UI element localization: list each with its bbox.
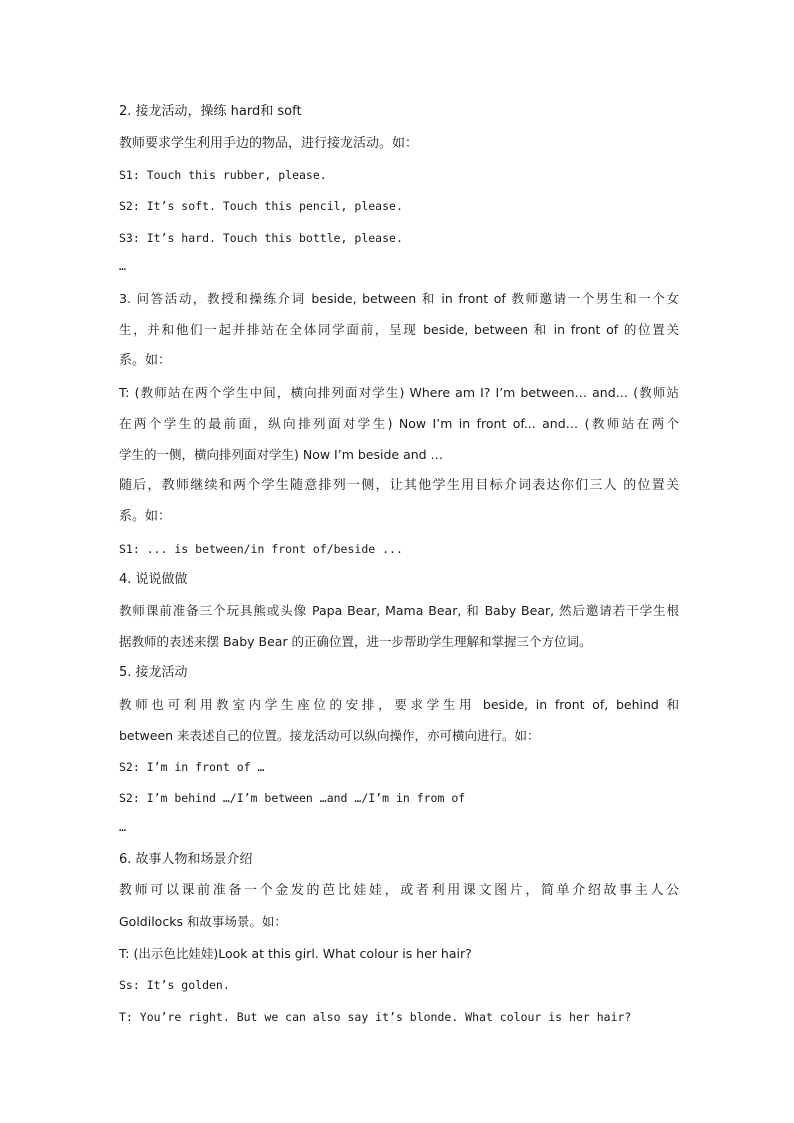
dialogue-line: 在两个学生的最前面，纵向排列面对学生) Now I’m in front of... and… (教师站在两个 <box>119 416 679 431</box>
heading-story-intro: 6. 故事人物和场景介绍 <box>119 852 253 867</box>
paragraph-line: 随后，教师继续和两个学生随意排列一侧，让其他学生用目标介词表达你们三人 的位置关 <box>119 478 679 493</box>
paragraph-line: between 来表述自己的位置。接龙活动可以纵向操作，亦可横向进行。如： <box>119 728 540 743</box>
dialogue-line: T: (出示色比娃娃)Look at this girl. What colour is her hair? <box>119 946 472 961</box>
paragraph-line: 教师课前准备三个玩具熊或头像 Papa Bear, Mama Bear, 和 Baby Bear, 然后邀请若干学生根 <box>119 603 679 618</box>
paragraph-line: 系。如： <box>119 353 172 368</box>
paragraph-line: 据教师的表述来摆 Baby Bear 的正确位置，进一步帮助学生理解和掌握三个方位词。 <box>119 634 592 649</box>
paragraph-line: 教师也可利用教室内学生座位的安排，要求学生用 beside, in front of, behind 和 <box>119 697 679 712</box>
heading-say-and-do: 4. 说说做做 <box>119 572 188 587</box>
paragraph-line: 教师可以课前准备一个金发的芭比娃娃，或者利用课文图片，简单介绍故事主人公 <box>119 883 679 898</box>
dialogue-line: S1: ... is between/in front of/beside ... <box>119 542 403 556</box>
dialogue-line: S2: I’m behind …/I’m between …and …/I’m in from of <box>119 791 466 805</box>
dialogue-line: T: (教师站在两个学生中间，横向排列面对学生) Where am I? I’m between… and… (教师站 <box>119 385 679 400</box>
paragraph-line: 教师要求学生利用手边的物品，进行接龙活动。如： <box>119 136 419 151</box>
heading-qa-activity: 3. 问答活动，教授和操练介词 beside, between 和 in front of 教师邀请一个男生和一个女 <box>119 291 679 306</box>
ellipsis-line: … <box>119 820 126 834</box>
paragraph-line: 生，并和他们一起并排站在全体同学面前，呈现 beside, between 和 in front of 的位置关 <box>119 322 679 337</box>
dialogue-line: 学生的一侧，横向排列面对学生) Now I’m beside and … <box>119 447 444 462</box>
ellipsis-line: … <box>119 259 126 273</box>
paragraph-line: 系。如： <box>119 509 172 524</box>
dialogue-line: S3: It’s hard. Touch this bottle, please. <box>119 231 403 245</box>
dialogue-line: T: You’re right. But we can also say it’s blonde. What colour is her hair? <box>119 1010 632 1024</box>
dialogue-line: S2: It’s soft. Touch this pencil, please. <box>119 199 403 213</box>
dialogue-line: Ss: It’s golden. <box>119 978 230 992</box>
paragraph-line: Goldilocks 和故事场景。如： <box>119 914 287 929</box>
heading-relay-activity: 5. 接龙活动 <box>119 665 188 680</box>
dialogue-line: S2: I’m in front of … <box>119 760 265 774</box>
heading-relay-hard-soft: 2. 接龙活动，操练 hard和 soft <box>119 104 302 119</box>
dialogue-line: S1: Touch this rubber, please. <box>119 168 327 182</box>
